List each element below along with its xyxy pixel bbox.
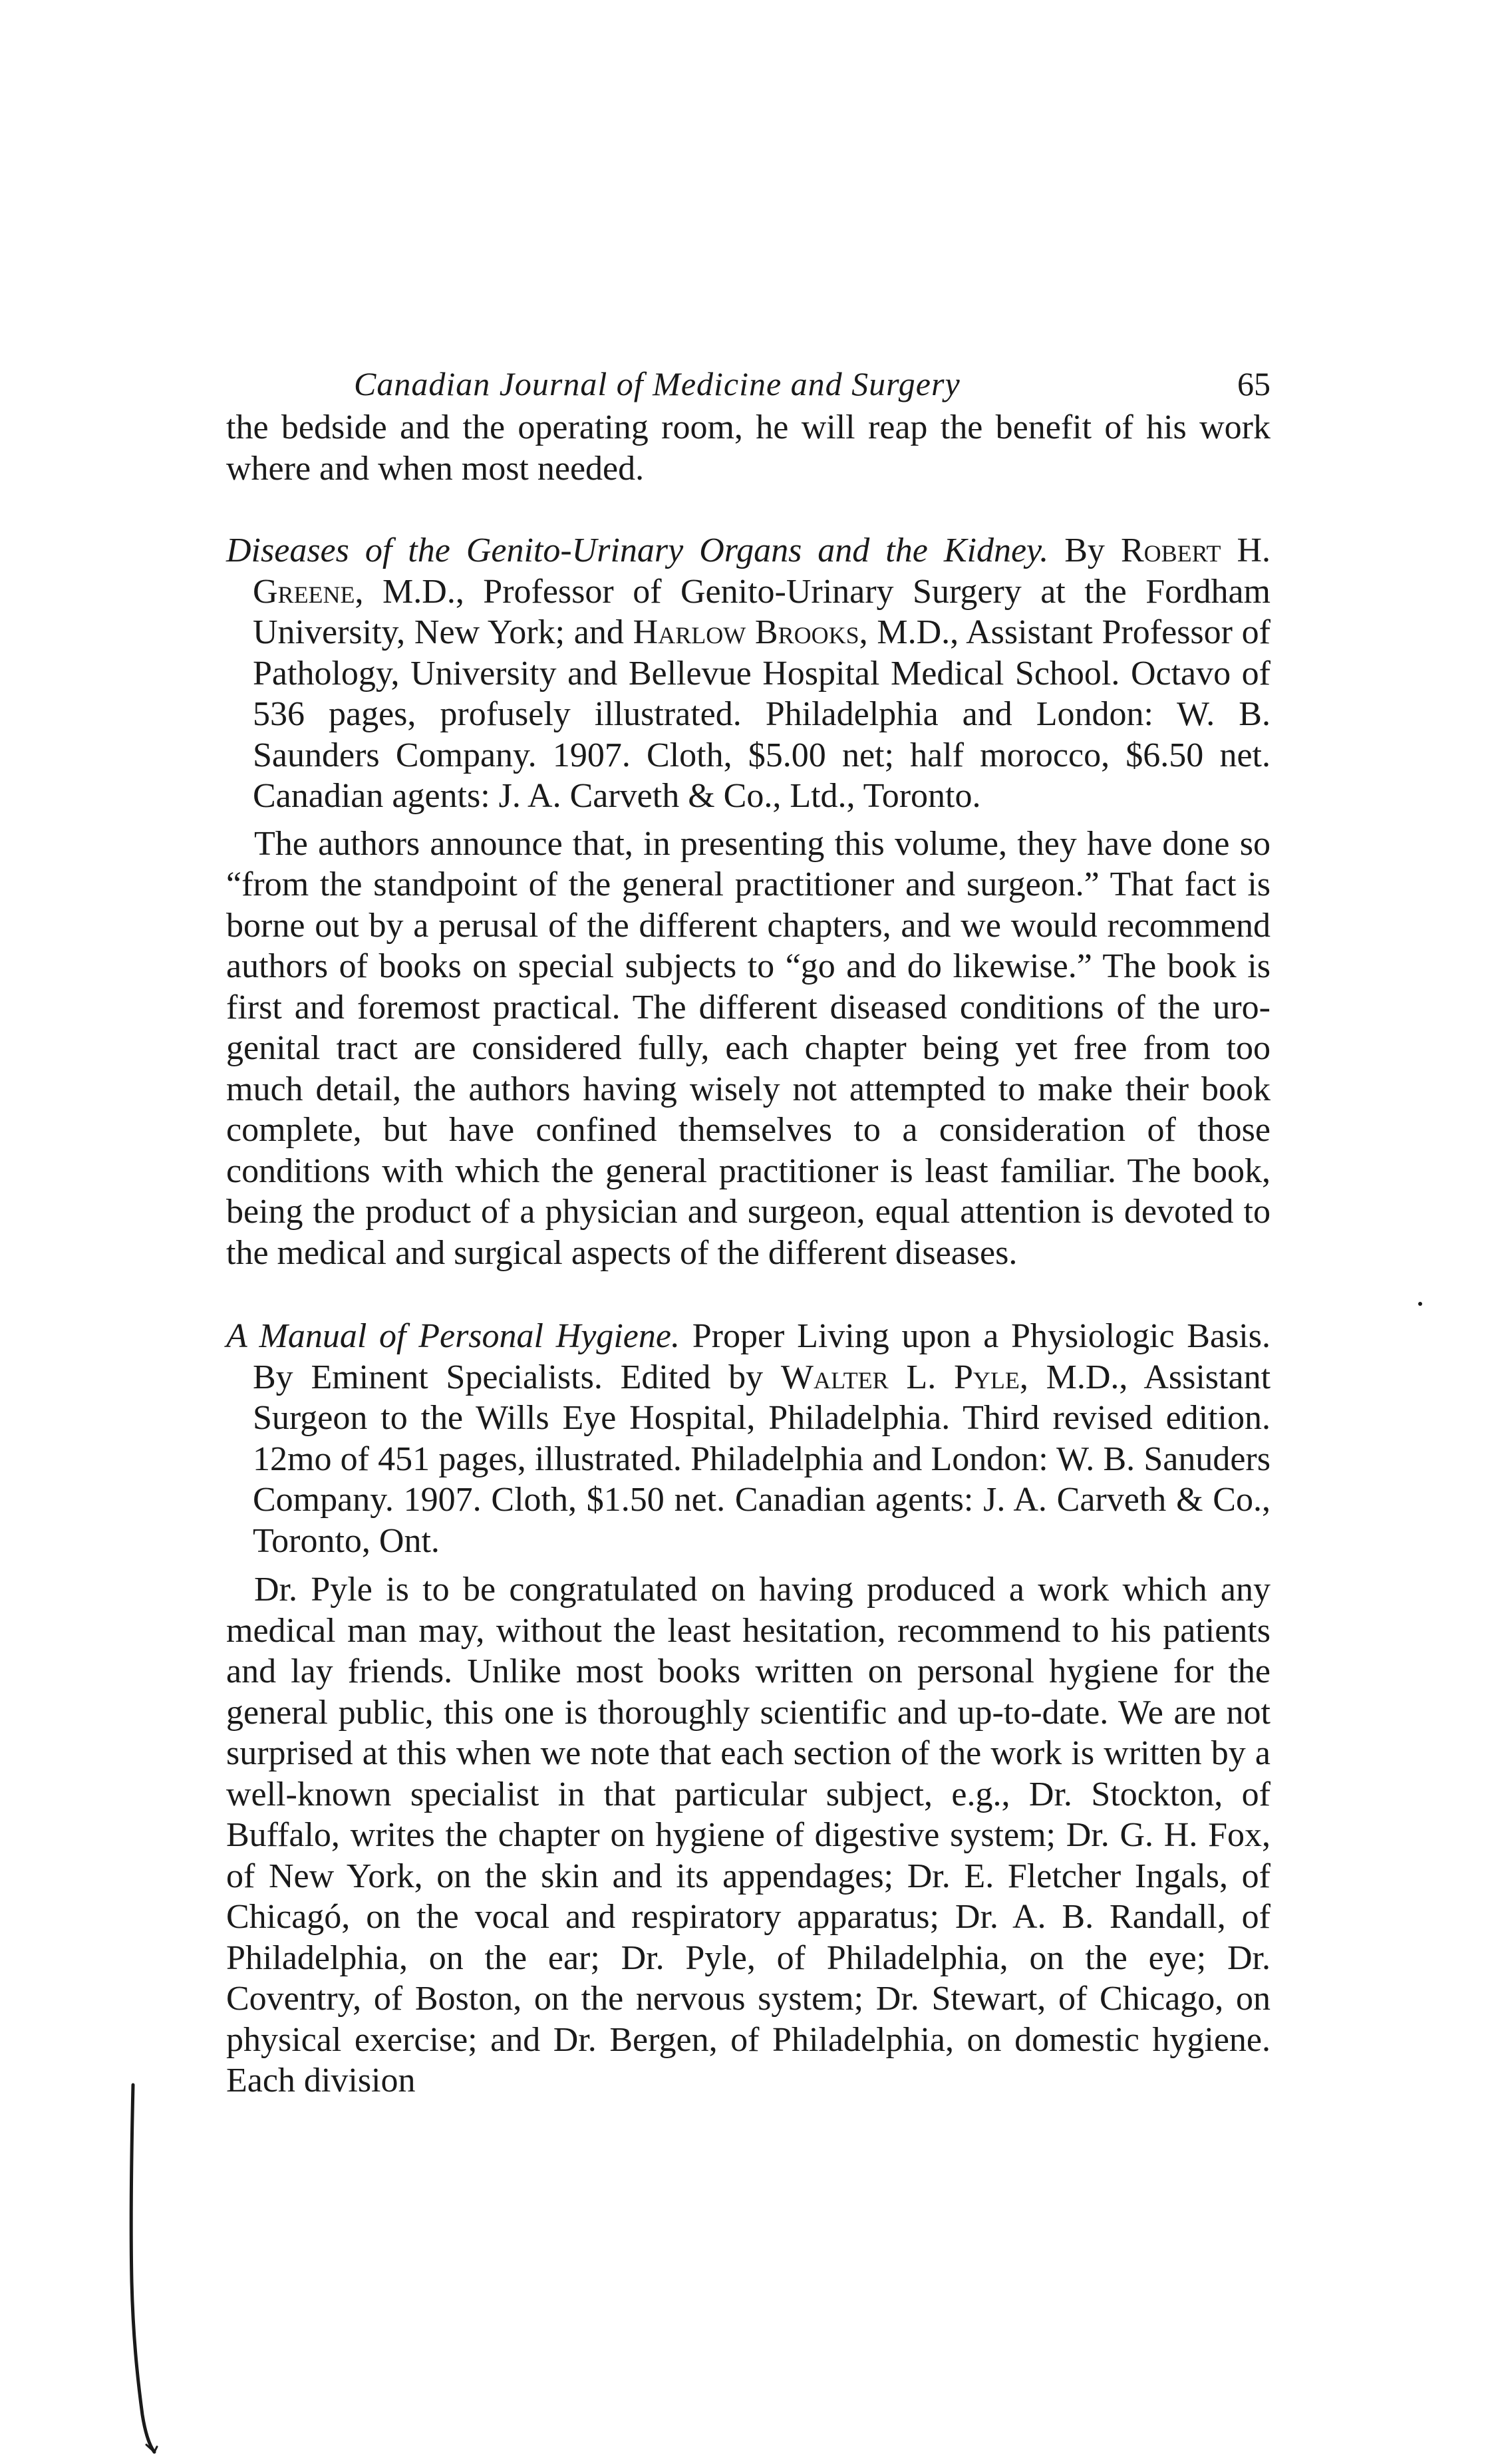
running-title: Canadian Journal of Medicine and Surgery (354, 365, 961, 402)
book-title: A Manual of Personal Hygiene. (226, 1317, 680, 1355)
spacer (226, 817, 1271, 824)
spacer (226, 1273, 1271, 1316)
continuation-paragraph: the bedside and the operating room, he will reap the benefit of his work where and when most needed. (226, 408, 1271, 488)
book-title: Diseases of the Genito-Urinary Organs and the Kidney. (226, 532, 1049, 569)
editor-name: Walter L. Pyle (780, 1358, 1020, 1396)
margin-pencil-mark (120, 2082, 160, 2455)
review-entry-genito-urinary (226, 530, 1271, 817)
spacer (226, 489, 1271, 530)
publication-details: , M.D., Assistant Surgeon to the Wills Eye Hospital, Philadelphia. Third revised edition. 12mo of 451 pages, illustrated. Philadelphia and London: W. B. Sanuders Company. 1907. Cloth, $1.50 net. Canadian agents: J. A. Carveth & Co., Toronto, Ont. (253, 1358, 1271, 1560)
publication-details: , M.D., Assistant Professor of Pathology, University and Bellevue Hospital Medical School. Octavo of 536 pages, profusely illustrated. Philadelphia and London: W. B. Saunders Company. 1907. Cloth, $5.00 net; half morocco, $6.50 net. Canadian agents: J. A. Carveth & Co., Ltd., Toronto. (253, 613, 1271, 815)
author-credentials: , M.D., Professor of Genito-Urinary Surgery at the Fordham University, New York; and (253, 572, 1271, 651)
running-head (346, 365, 1277, 411)
page-body (226, 407, 1271, 2101)
review-body-genito-urinary: The authors announce that, in presenting this volume, they have done so “from the standpoint of the general practitioner and surgeon.” That fact is borne out by a perusal of the different chapters, and we would recommend authors of books on special subjects to “go and do likewise.” The book is first and foremost practical. The different diseased conditions of the uro-genital tract are considered fully, each chapter being yet free from too much detail, the authors having wisely not attempted to make their book complete, but have confined themselves to a consideration of those conditions with which the general practitioner is least familiar. The book, being the product of a physician and surgeon, equal attention is devoted to the medical and surgical aspects of the different diseases. (226, 824, 1271, 1272)
page-number: 65 (1237, 365, 1271, 402)
book-subtitle: Proper Living upon a Physiologic Basis. By Eminent Specialists. Edited by (253, 1317, 1271, 1396)
speck-mark (1414, 1297, 1427, 1310)
review-body-personal-hygiene: Dr. Pyle is to be congratulated on having produced a work which any medical man may, without the least hesitation, recommend to his patients and lay friends. Unlike most books written on personal hygiene for the general public, this one is thoroughly scientific and up-to-date. We are not surprised at this when we note that each section of the work is written by a well-known specialist in that particular subject, e.g., Dr. Stockton, of Buffalo, writes the chapter on hygiene of digestive system; Dr. G. H. Fox, of New York, on the skin and its appendages; Dr. E. Fletcher Ingals, of Chicagó, on the vocal and respiratory apparatus; Dr. A. B. Randall, of Philadelphia, on the ear; Dr. Pyle, of Philadelphia, on the eye; Dr. Coventry, of Boston, on the nervous system; Dr. Stewart, of Chicago, on physical exercise; and Dr. Bergen, of Philadelphia, on domestic hygiene. Each division (226, 1571, 1271, 2099)
spacer (226, 1561, 1271, 1569)
by-label: By (1064, 532, 1105, 569)
author-name: Harlow Brooks (633, 613, 859, 651)
author-name: Robert H. Greene (253, 532, 1271, 611)
review-entry-personal-hygiene (226, 1316, 1271, 1561)
